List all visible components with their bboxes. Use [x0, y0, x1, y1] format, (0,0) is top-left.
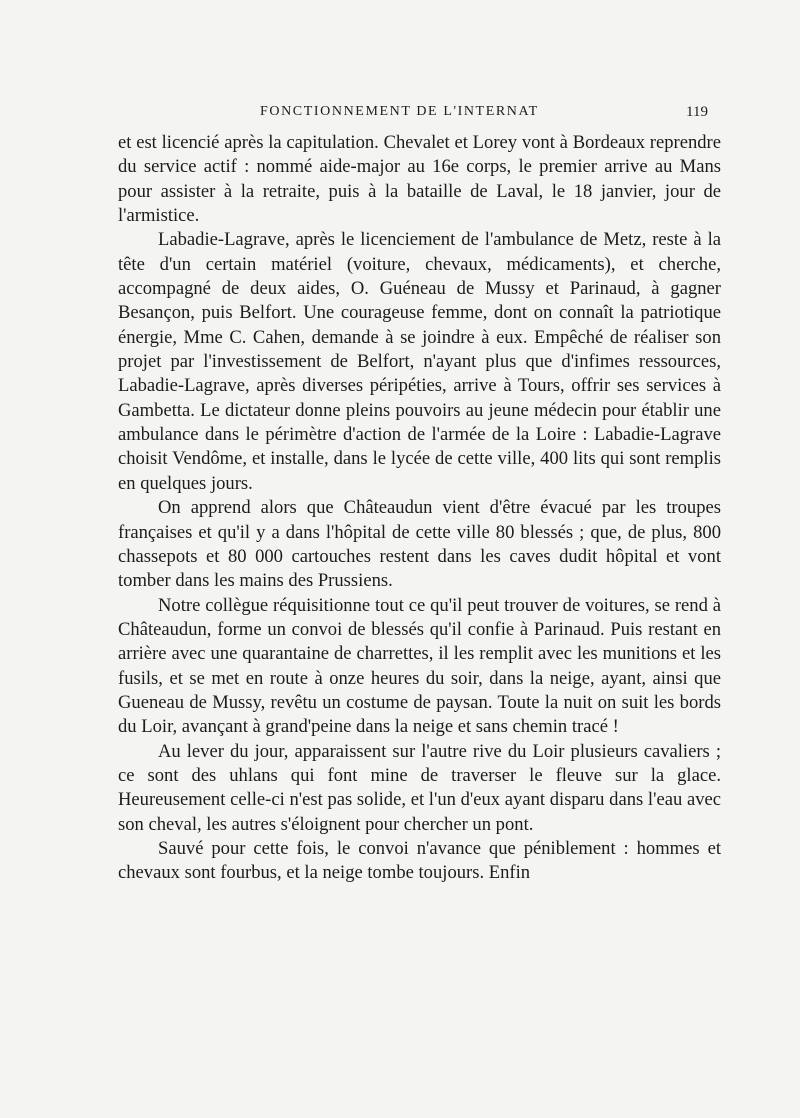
running-head: FONCTIONNEMENT DE L'INTERNAT [260, 104, 539, 119]
paragraph-3: On apprend alors que Châteaudun vient d'être évacué par les troupes françaises et qu'il y a dans l'hôpital de cette ville 80 blessés ; que, de plus, 800 chassepots et 80 000 cartouches restent dans les caves dudit hôpital et vont tomber dans les mains des Prussiens. [118, 497, 721, 592]
paragraph-1: et est licencié après la capitulation. Chevalet et Lorey vont à Bordeaux reprendre du service actif : nommé aide-major au 16e corps, le premier arrive au Mans pour assister à la retraite, puis à la bataille de Laval, le 18 janvier, jour de l'armistice. [118, 132, 721, 227]
paragraph-4: Notre collègue réquisitionne tout ce qu'il peut trouver de voitures, se rend à Châteaudun, forme un convoi de blessés qu'il confie à Parinaud. Puis restant en arrière avec une quarantaine de charrettes, il les remplit avec les munitions et les fusils, et se met en route à onze heures du soir, dans la neige, ayant, ainsi que Gueneau de Mussy, revêtu un costume de paysan. Toute la nuit on suit les bords du Loir, avançant à grand'peine dans la neige et sans chemin tracé ! [118, 594, 721, 738]
paragraph-2: Labadie-Lagrave, après le licenciement de l'ambulance de Metz, reste à la tête d'un certain matériel (voiture, chevaux, médicaments), et cherche, accompagné de deux aides, O. Guéneau de Mussy et Parinaud, à gagner Besançon, puis Belfort. Une courageuse femme, dont on connaît la patriotique énergie, Mme C. Cahen, demande à se joindre à eux. Empêché de réaliser son projet par l'investissement de Belfort, n'ayant plus que d'infimes ressources, Labadie-Lagrave, après diverses péripéties, arrive à Tours, offrir ses services à Gambetta. Le dictateur donne pleins pouvoirs au jeune médecin pour établir une ambulance dans le périmètre d'action de l'armée de la Loire : Labadie-Lagrave choisit Vendôme, et installe, dans le lycée de cette ville, 400 lits qui sont remplis en quelques jours. [118, 229, 721, 494]
page-number: 119 [686, 104, 708, 120]
paragraph-6: Sauvé pour cette fois, le convoi n'avance que péniblement : hommes et chevaux sont fourbus, et la neige tombe toujours. Enfin [118, 837, 721, 884]
body-text [118, 131, 721, 886]
paragraph-5: Au lever du jour, apparaissent sur l'autre rive du Loir plusieurs cavaliers ; ce sont des uhlans qui font mine de traverser le fleuve sur la glace. Heureusement celle-ci n'est pas solide, et l'un d'eux ayant disparu dans l'eau avec son cheval, les autres s'éloignent pour chercher un pont. [118, 740, 721, 835]
